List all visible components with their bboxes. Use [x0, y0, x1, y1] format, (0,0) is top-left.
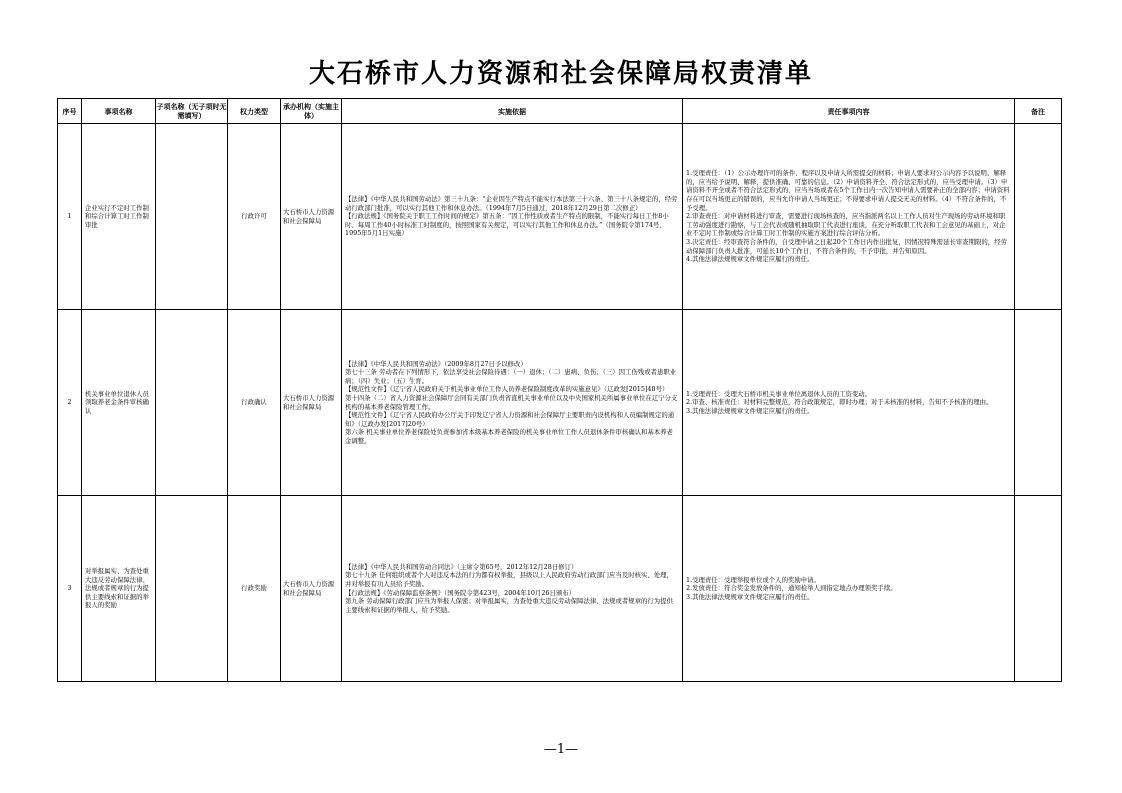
table-header-row	[58, 99, 1062, 124]
responsibility-paragraph: 4.其他法律法规规章文件规定应履行的责任。	[686, 255, 814, 264]
basis-paragraph: 【规范性文件】《辽宁省人民政府关于机关事业单位工作人员养老保险制度改革的实施意见》（辽政发[2015]48号）	[345, 385, 669, 394]
power-type: 行政许可	[228, 124, 281, 310]
sub-item-name	[156, 496, 228, 682]
basis-paragraph: 第九条 劳动保障行政部门应当为举报人保密；对举报属实，为查处重大违反劳动保障法律、法规或者规章的行为提供主要线索和证据的举报人，给予奖励。	[345, 597, 673, 614]
responsibility-content	[683, 124, 1015, 310]
table-row	[58, 310, 1062, 496]
basis-paragraph: 【规范性文件】《辽宁省人民政府办公厅关于印发辽宁省人力资源和社会保障厅主要职责内设机构和人员编制规定的通知》（辽政办发[2017]20号）	[345, 411, 675, 428]
basis-paragraph: 【行政法规】《劳动保障监察条例》（国务院令第423号，2004年10月26日颁布）	[345, 588, 576, 597]
item-name: 企业实行不定时工作制和综合计算工时工作制审批	[82, 124, 156, 310]
header-name: 事项名称	[82, 99, 156, 124]
remark	[1015, 310, 1062, 496]
organization: 大石桥市人力资源和社会保障局	[281, 124, 342, 310]
row-number: 2	[58, 310, 82, 496]
sub-item-name	[156, 310, 228, 496]
header-org: 承办机构（实施主体）	[281, 99, 342, 124]
legal-basis	[342, 124, 683, 310]
basis-paragraph: 第七十三条 劳动者在下列情形下，依法享受社会保险待遇：（一）退休；（二）患病、负伤；（三）因工伤残或者患职业病；（四）失业；（五）生育。	[345, 368, 677, 385]
sub-item-name	[156, 124, 228, 310]
header-basis: 实施依据	[342, 99, 683, 124]
basis-paragraph: 【行政法规】《国务院关于职工工作时间的规定》第五条：“因工作性质或者生产特点的限制，不能实行每日工作8小时、每周工作40小时标准工时制度的，按照国家有关规定，可以实行其他工作和休息办法。”（国务院令第174号，1995年5月1日实施）	[345, 212, 669, 238]
header-sub: 子项名称（无子项时无需填写）	[156, 99, 228, 124]
responsibility-paragraph: 2.审查责任：对申请材料进行审查，需要进行现场核查的，应当指派两名以上工作人员对生产现场的劳动环境和职工劳动强度进行勘察，与工会代表或随机抽取职工代表进行座谈，在充分听取职工代表和工会意见的基础上，对企业不定时工作制或综合计算工时工作制的实施方案进行综合评估分析。	[686, 212, 1006, 238]
item-name: 对举报属实、为查处重大违反劳动保障法律、法规或者规章的行为提供主要线索和证据的举报人的奖励	[82, 496, 156, 682]
basis-paragraph: 【法律】《中华人民共和国劳动法》（2009年8月27日予以修改）	[345, 359, 527, 368]
basis-paragraph: 第六条 机关事业单位养老保险处负责参加省本级基本养老保险的机关事业单位工作人员退休条件审核确认和基本养老金调整。	[345, 428, 673, 445]
responsibility-table	[57, 98, 1062, 682]
responsibility-paragraph: 3.其他法律法规规章文件规定应履行的责任。	[686, 592, 814, 601]
page-number: —1—	[543, 742, 579, 757]
basis-paragraph: 【法律】《中华人民共和国劳动合同法》（主席令第65号，2012年12月28日修订）	[345, 562, 578, 571]
responsibility-paragraph: 3.决定责任：经审查符合条件的，自受理申请之日起20个工作日内作出批复，因情况特殊需延长审查期限的，经劳动保障部门负责人批准，可延长10个工作日，不符合条件的，不予审批，并告知原因。	[686, 237, 1007, 255]
table-row	[58, 496, 1062, 682]
responsibility-paragraph: 1.受理责任：（1）公示办理许可的条件、程序以及申请人所需提交的材料；申请人要求对公示内容予以说明、解释的，应当给予说明、解释，提供准确、可靠的信息。（2）申请资料齐全、符合法定形式的，应当受理申请。（3）申请资料不齐全或者不符合法定形式的，应当当场或者在5个工作日内一次告知申请人需要补正的全部内容；申请资料存在可以当场更正的错误的，应当允许申请人当场更正；不得要求申请人提交无关的材料。（4）不符合条件的，不予受理。	[686, 169, 1010, 212]
responsibility-paragraph: 2.发放责任：符合奖金发放条件的，通知检举人到指定地点办理领奖手续。	[686, 584, 897, 593]
organization: 大石桥市人力资源和社会保障局	[281, 310, 342, 496]
responsibility-paragraph: 2.审查、核准责任：对材料完整规范，符合政策规定，即时办理；对于未核准的材料，告知不予核准的理由。	[686, 398, 993, 407]
basis-paragraph: 【法律】《中华人民共和国劳动法》第三十九条：“企业因生产特点不能实行本法第三十六条、第三十八条规定的，经劳动行政部门批准，可以实行其他工作和休息办法。（1994年7月5日通过，2018年12月29日第二次修正）	[345, 195, 678, 212]
responsibility-content	[683, 310, 1015, 496]
table-row	[58, 124, 1062, 310]
row-number: 3	[58, 496, 82, 682]
basis-paragraph: 第十四条（二）省人力资源社会保障厅会同有关部门负责省直机关事业单位以及中央国家机关所属事业单位在辽宁分支机构的基本养老保险管理工作。	[345, 393, 678, 411]
responsibility-content	[683, 496, 1015, 682]
legal-basis	[342, 310, 683, 496]
responsibility-paragraph: 1.受理责任：受理举报单位或个人的奖励申请。	[686, 575, 820, 584]
legal-basis	[342, 496, 683, 682]
header-resp: 责任事项内容	[683, 99, 1015, 124]
page-title: 大石桥市人力资源和社会保障局权责清单	[308, 59, 813, 89]
header-note: 备注	[1015, 99, 1062, 124]
power-type: 行政奖励	[228, 496, 281, 682]
organization: 大石桥市人力资源和社会保障局	[281, 496, 342, 682]
remark	[1015, 124, 1062, 310]
responsibility-paragraph: 1.受理责任：受理大石桥市机关事业单位离退休人员的工资变动。	[686, 389, 872, 398]
remark	[1015, 496, 1062, 682]
responsibility-paragraph: 3.其他法律法规规章文件规定应履行的责任。	[686, 406, 814, 415]
row-number: 1	[58, 124, 82, 310]
header-type: 权力类型	[228, 99, 281, 124]
header-no: 序号	[58, 99, 82, 124]
item-name: 机关事业单位退休人员领取养老金条件审核确认	[82, 310, 156, 496]
power-type: 行政确认	[228, 310, 281, 496]
basis-paragraph: 第七十九条 任何组织或者个人对违反本法的行为都有权举报，县级以上人民政府劳动行政部门应当及时核实、处理，并对举报有功人员给予奖励。	[345, 571, 673, 588]
